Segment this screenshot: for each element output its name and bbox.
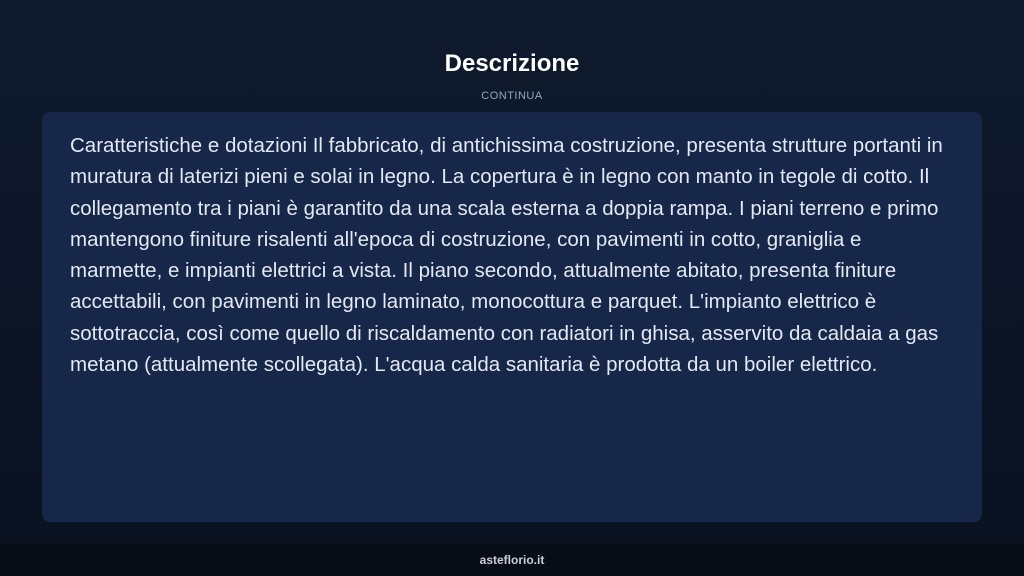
page-title: Descrizione bbox=[444, 50, 580, 77]
footer bbox=[0, 544, 1024, 576]
description-card bbox=[42, 112, 982, 522]
header bbox=[0, 0, 1024, 112]
description-text: Caratteristiche e dotazioni Il fabbricato, di antichissima costruzione, presenta strutture portanti in muratura di laterizi pieni e solai in legno. La copertura è in legno con manto in tegole di cotto. Il collegamento tra i piani è garantito da una scala esterna a doppia rampa. I piani terreno e primo mantengono finiture risalenti all'epoca di costruzione, con pavimenti in cotto, graniglia e marmette, e impianti elettrici a vista. Il piano secondo, attualmente abitato, presenta finiture accettabili, con pavimenti in legno laminato, monocottura e parquet. L'impianto elettrico è sottotraccia, così come quello di riscaldamento con radiatori in ghisa, asservito da caldaia a gas metano (attualmente scollegata). L'acqua calda sanitaria è prodotta da un boiler elettrico. bbox=[70, 134, 943, 377]
site-name: asteflorio.it bbox=[479, 553, 545, 567]
continua-label: CONTINUA bbox=[481, 90, 543, 102]
